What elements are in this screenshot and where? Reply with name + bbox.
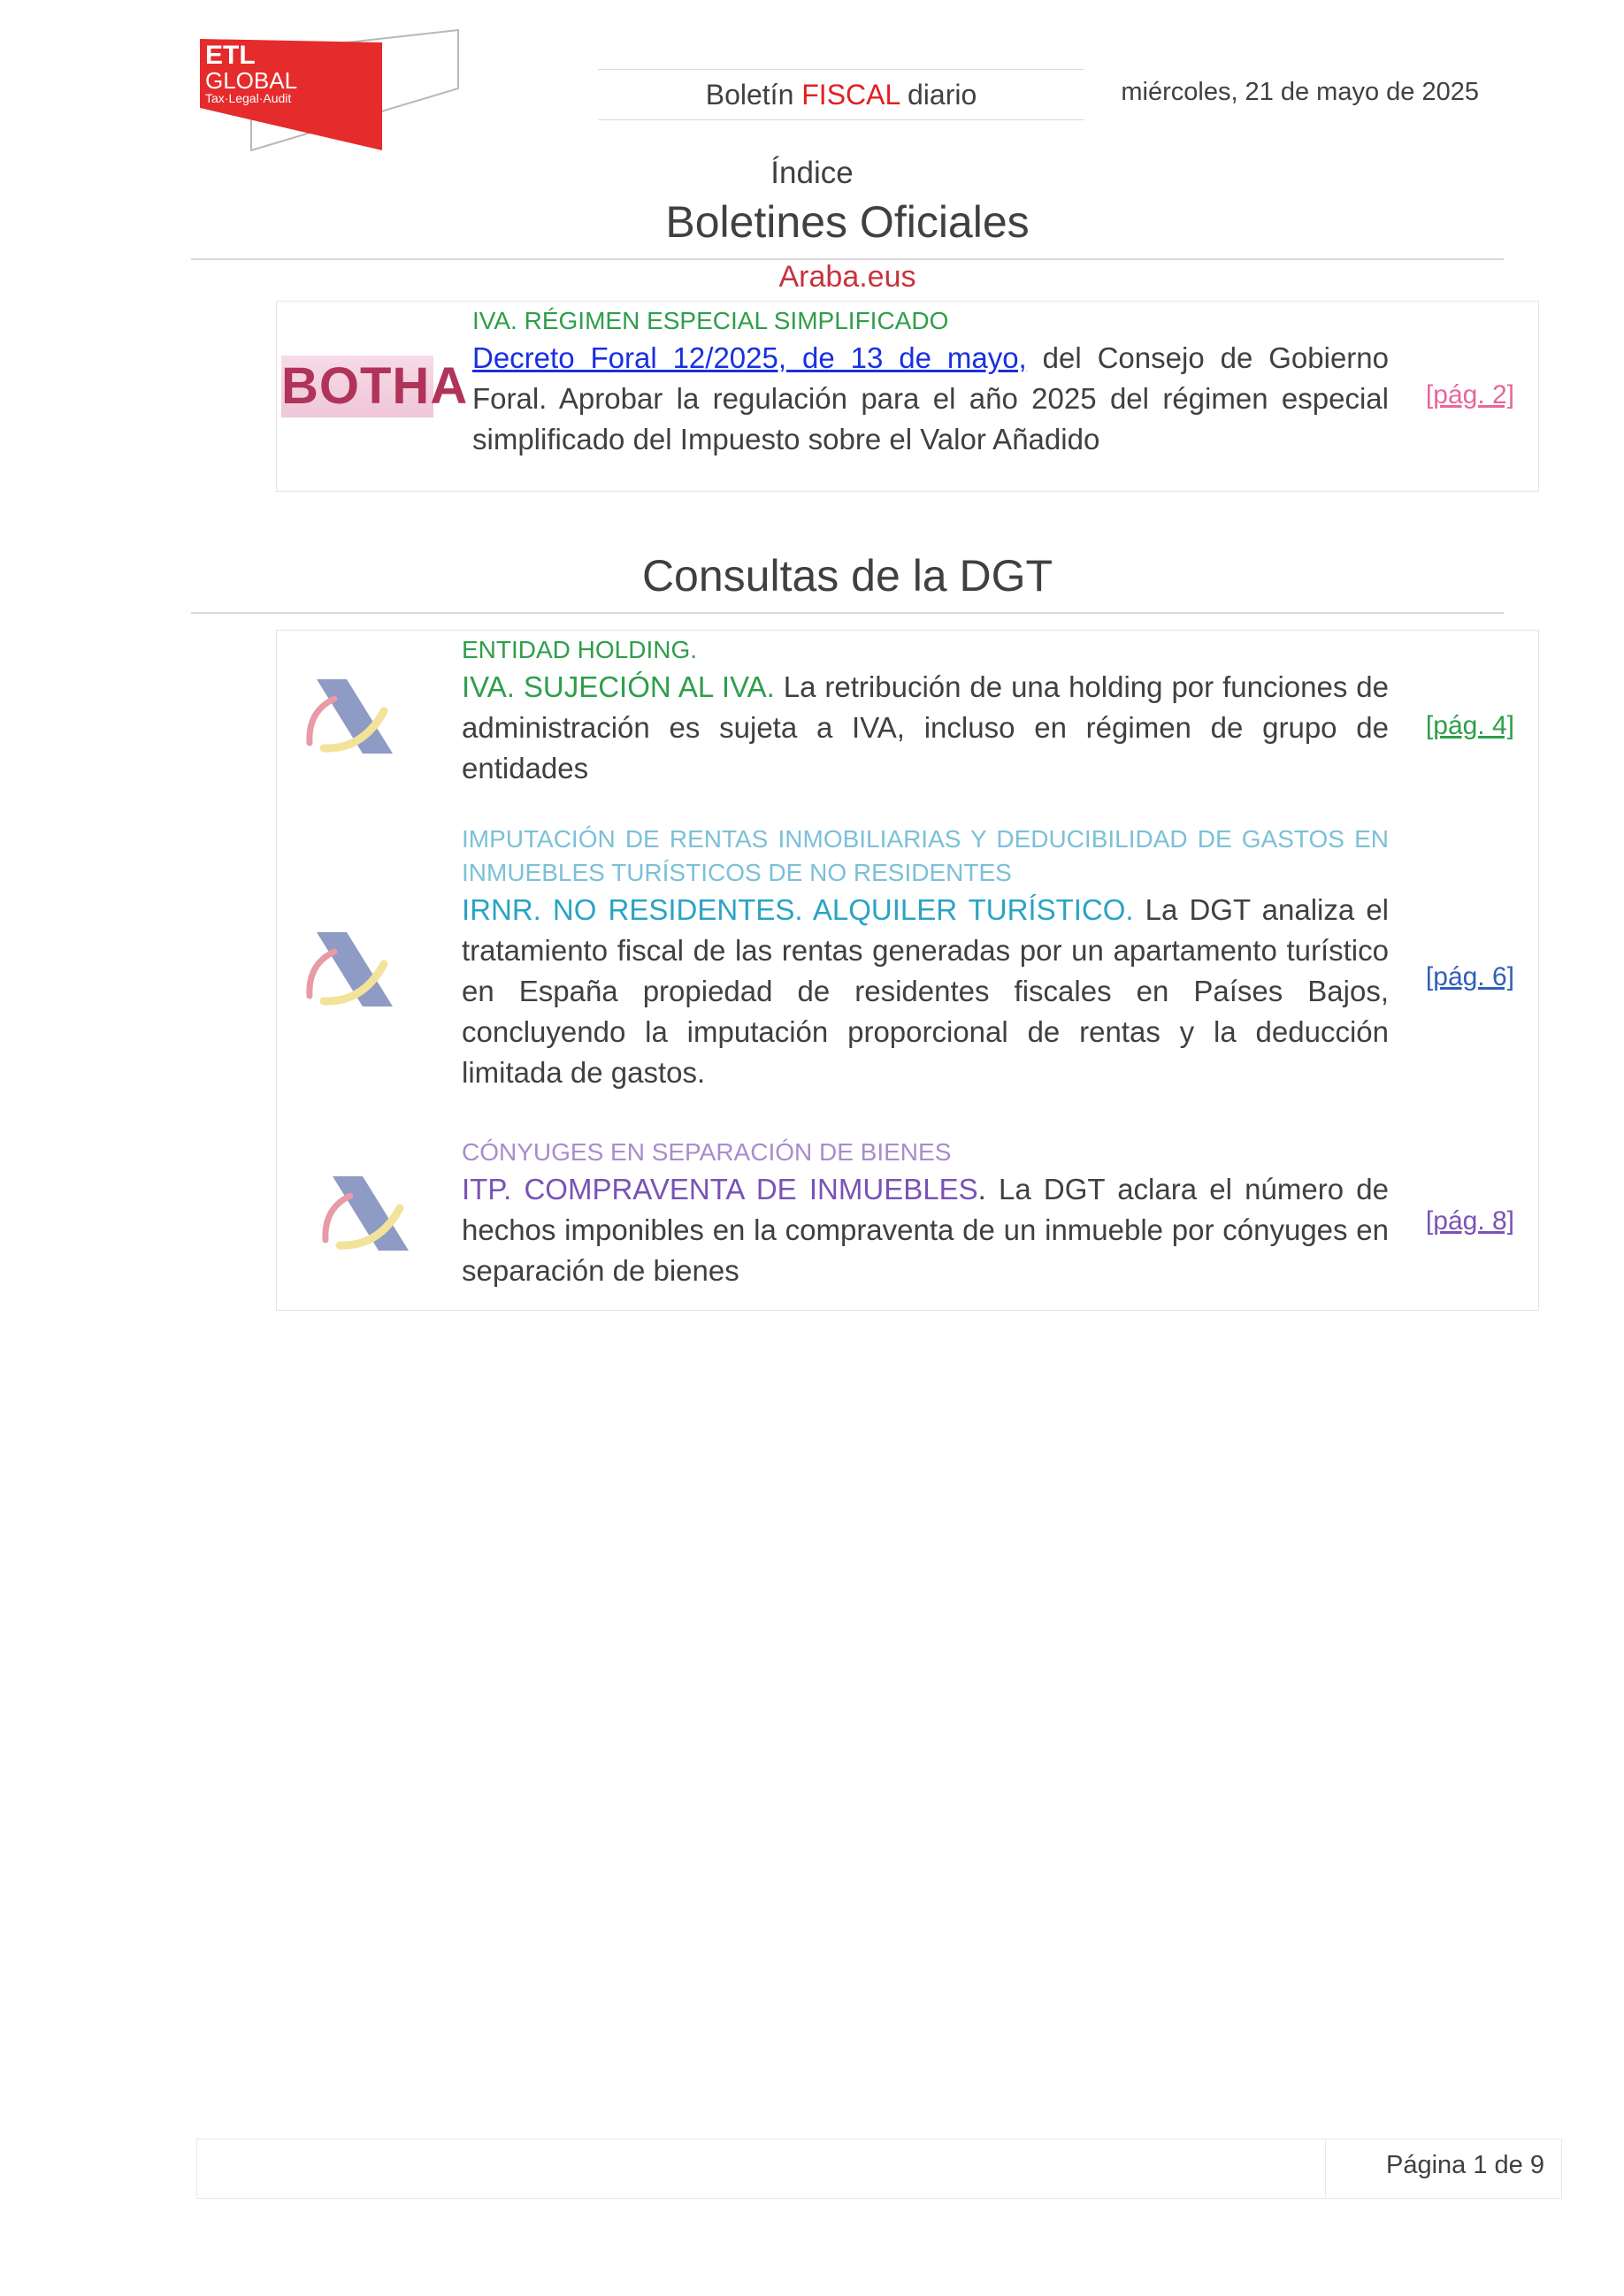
index-heading: Índice <box>770 156 854 190</box>
consulta-entry <box>462 823 1389 1093</box>
logo-tagline: Tax·Legal·Audit <box>205 91 292 105</box>
logo-brand: ETL <box>205 41 256 70</box>
decreto-foral-link[interactable]: Decreto Foral 12/2025, de 13 de mayo, <box>472 341 1027 374</box>
entry-category: IMPUTACIÓN DE RENTAS INMOBILIARIAS Y DEDUCIBILIDAD DE GASTOS EN INMUEBLES TURÍSTICOS DE NO RESIDENTES <box>462 825 1389 886</box>
entry-category: IVA. RÉGIMEN ESPECIAL SIMPLIFICADO <box>472 307 949 334</box>
footer-divider <box>1325 2139 1326 2197</box>
entry-lead: IVA. SUJECIÓN AL IVA. <box>462 670 775 703</box>
bulletin-date: miércoles, 21 de mayo de 2025 <box>1121 78 1479 106</box>
entry-lead: ITP. COMPRAVENTA DE INMUEBLES <box>462 1173 978 1205</box>
bulletin-title-accent: FISCAL <box>801 79 900 111</box>
entry-text: IVA. SUJECIÓN AL IVA. La retribución de una holding por funciones de administración es sujeta a IVA, incluso en régimen de grupo de entidades <box>462 670 1389 784</box>
section-title-boletines: Boletines Oficiales <box>665 197 1030 247</box>
etl-global-logo <box>196 28 462 154</box>
consulta-entry <box>462 1136 1389 1291</box>
logo-name: GLOBAL <box>205 67 298 94</box>
entry-category: CÓNYUGES EN SEPARACIÓN DE BIENES <box>462 1138 952 1166</box>
consulta-entry <box>462 633 1389 789</box>
section-rule <box>191 612 1504 614</box>
botha-logo: BOTHA <box>281 356 433 417</box>
page-ref-link[interactable]: [pág. 8] <box>1425 1206 1514 1236</box>
page-ref-link[interactable]: [pág. 2] <box>1425 380 1514 409</box>
agencia-tributaria-icon <box>306 929 398 1010</box>
entry-category: ENTIDAD HOLDING. <box>462 636 698 663</box>
boletines-entry <box>472 304 1389 460</box>
page-ref-link[interactable]: [pág. 4] <box>1425 711 1514 740</box>
agencia-tributaria-icon <box>322 1173 414 1254</box>
agencia-tributaria-icon <box>306 676 398 757</box>
entry-lead: IRNR. NO RESIDENTES. ALQUILER TURÍSTICO. <box>462 893 1134 926</box>
bulletin-title: Boletín FISCAL diario <box>598 69 1084 120</box>
section-title-consultas: Consultas de la DGT <box>641 551 1053 601</box>
entry-text: Decreto Foral 12/2025, de 13 de mayo, del Consejo de Gobierno Foral. Aprobar la regulación para el año 2025 del régimen especial simplificado del Impuesto sobre el Valor Añadido <box>472 341 1389 455</box>
page-ref-link[interactable]: [pág. 6] <box>1425 962 1514 991</box>
subsection-araba: Araba.eus <box>778 260 916 294</box>
page-number: Página 1 de 9 <box>1386 2151 1544 2179</box>
entry-text: ITP. COMPRAVENTA DE INMUEBLES. La DGT aclara el número de hechos imponibles en la compraventa de un inmueble por cónyuges en separación de bienes <box>462 1173 1389 1287</box>
entry-text: IRNR. NO RESIDENTES. ALQUILER TURÍSTICO. La DGT analiza el tratamiento fiscal de las rentas generadas por un apartamento turístico en España propiedad de residentes fiscales en Países Bajos, concluyendo la imputación proporcional de rentas y la deducción limitada de gastos. <box>462 893 1389 1089</box>
